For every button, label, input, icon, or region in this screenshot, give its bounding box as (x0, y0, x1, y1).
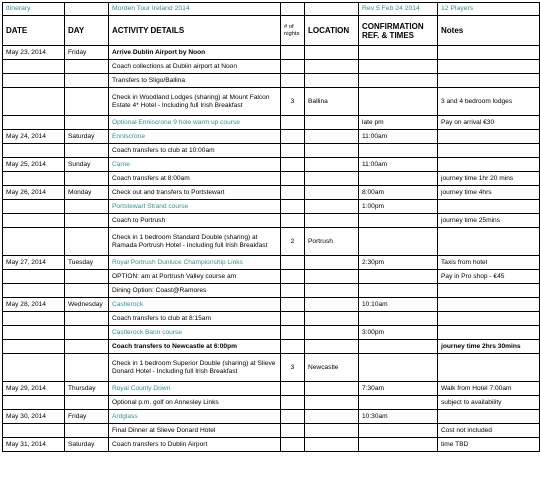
nights-cell (281, 270, 305, 284)
notes-cell: Walk from Hotel 7:00am (438, 382, 540, 396)
nights-cell (281, 438, 305, 452)
nights-cell (281, 284, 305, 298)
location-cell (305, 186, 359, 200)
notes-cell: journey time 4hrs (438, 186, 540, 200)
time-cell: late pm (359, 116, 438, 130)
table-row (3, 298, 540, 312)
notes-cell: time TBD (438, 438, 540, 452)
day-cell (65, 116, 109, 130)
date-cell (3, 354, 65, 382)
table-row (3, 228, 540, 256)
date-cell: May 27, 2014 (3, 256, 65, 270)
day-cell: Wednesday (65, 298, 109, 312)
day-cell: Friday (65, 410, 109, 424)
nights-cell (281, 326, 305, 340)
notes-cell (438, 158, 540, 172)
time-cell (359, 228, 438, 256)
location-cell (305, 438, 359, 452)
title-row (3, 3, 540, 16)
nights-cell (281, 382, 305, 396)
activity-cell: Coach transfers to Dublin Airport (109, 438, 281, 452)
table-row (3, 214, 540, 228)
date-cell: May 29, 2014 (3, 382, 65, 396)
time-cell (359, 60, 438, 74)
date-cell: May 24, 2014 (3, 130, 65, 144)
activity-cell: Royal County Down (109, 382, 281, 396)
nights-cell (281, 340, 305, 354)
header-day: DAY (65, 16, 109, 46)
players-label: 12 Players (438, 3, 540, 16)
day-cell (65, 354, 109, 382)
location-cell (305, 340, 359, 354)
time-cell (359, 438, 438, 452)
time-cell: 3:00pm (359, 326, 438, 340)
activity-cell: Coach transfers to club at 10:00am (109, 144, 281, 158)
notes-cell (438, 298, 540, 312)
header-row (3, 16, 540, 46)
notes-cell: journey time 25mins (438, 214, 540, 228)
table-row (3, 438, 540, 452)
time-cell: 11:00am (359, 158, 438, 172)
activity-cell: Ardglass (109, 410, 281, 424)
date-cell: May 31, 2014 (3, 438, 65, 452)
location-cell (305, 214, 359, 228)
time-cell (359, 172, 438, 186)
location-cell (305, 284, 359, 298)
header-location: LOCATION (305, 16, 359, 46)
location-cell (305, 74, 359, 88)
date-cell (3, 424, 65, 438)
day-cell (65, 74, 109, 88)
date-cell (3, 340, 65, 354)
date-cell (3, 88, 65, 116)
location-cell: Portrush (305, 228, 359, 256)
notes-cell (438, 130, 540, 144)
day-cell (65, 270, 109, 284)
date-cell (3, 326, 65, 340)
activity-cell: Castlerock Bann course (109, 326, 281, 340)
table-row (3, 354, 540, 382)
table-row (3, 382, 540, 396)
date-cell (3, 228, 65, 256)
activity-cell: Royal Portrush Dunluce Championship Links (109, 256, 281, 270)
header-confirmation: CONFIRMATION REF. & TIMES (359, 16, 438, 46)
day-cell (65, 326, 109, 340)
time-cell: 1:00pm (359, 200, 438, 214)
table-row (3, 130, 540, 144)
time-cell (359, 88, 438, 116)
notes-cell: subject to availability (438, 396, 540, 410)
date-cell (3, 60, 65, 74)
time-cell: 10:10am (359, 298, 438, 312)
time-cell (359, 396, 438, 410)
time-cell (359, 354, 438, 382)
location-cell: Newcastle (305, 354, 359, 382)
location-cell (305, 158, 359, 172)
day-cell (65, 396, 109, 410)
table-row (3, 74, 540, 88)
notes-cell (438, 46, 540, 60)
location-cell (305, 424, 359, 438)
nights-cell: 3 (281, 88, 305, 116)
date-cell (3, 284, 65, 298)
day-cell: Saturday (65, 130, 109, 144)
day-cell (65, 340, 109, 354)
nights-cell (281, 186, 305, 200)
location-cell (305, 298, 359, 312)
activity-cell: Coach transfers to Newcastle at 6:00pm (109, 340, 281, 354)
location-cell: Ballina (305, 88, 359, 116)
nights-cell (281, 410, 305, 424)
activity-cell: Arrive Dublin Airport by Noon (109, 46, 281, 60)
nights-cell (281, 298, 305, 312)
itinerary-table (2, 2, 540, 452)
activity-cell: Check out and transfers to Portstewart (109, 186, 281, 200)
date-cell: May 28, 2014 (3, 298, 65, 312)
table-row (3, 284, 540, 298)
table-row (3, 116, 540, 130)
activity-cell: Enniscrone (109, 130, 281, 144)
date-cell (3, 200, 65, 214)
notes-cell (438, 60, 540, 74)
nights-cell (281, 144, 305, 158)
day-cell: Sunday (65, 158, 109, 172)
table-row (3, 186, 540, 200)
nights-cell (281, 312, 305, 326)
date-cell (3, 144, 65, 158)
day-cell (65, 172, 109, 186)
day-cell (65, 284, 109, 298)
header-notes: Notes (438, 16, 540, 46)
location-cell (305, 46, 359, 60)
date-cell: May 23, 2014 (3, 46, 65, 60)
time-cell (359, 46, 438, 60)
table-row (3, 312, 540, 326)
table-row (3, 340, 540, 354)
activity-cell: Coach transfers at 8:00am (109, 172, 281, 186)
location-cell (305, 116, 359, 130)
date-cell (3, 214, 65, 228)
day-cell (65, 312, 109, 326)
notes-cell (438, 200, 540, 214)
notes-cell (438, 410, 540, 424)
nights-cell: 3 (281, 354, 305, 382)
notes-cell: journey time 2hrs 30mins (438, 340, 540, 354)
day-cell: Saturday (65, 438, 109, 452)
time-cell (359, 144, 438, 158)
nights-cell (281, 200, 305, 214)
notes-cell: Cost not included (438, 424, 540, 438)
time-cell (359, 424, 438, 438)
activity-cell: Dining Option: Coast@Ramores (109, 284, 281, 298)
itinerary-label: Itinerary (3, 3, 65, 16)
activity-cell: Final Dinner at Slieve Donard Hotel (109, 424, 281, 438)
table-row (3, 424, 540, 438)
table-row (3, 200, 540, 214)
time-cell (359, 214, 438, 228)
time-cell: 8:00am (359, 186, 438, 200)
day-cell: Friday (65, 46, 109, 60)
activity-cell: Transfers to Sligo/Ballina (109, 74, 281, 88)
location-cell (305, 396, 359, 410)
notes-cell (438, 312, 540, 326)
nights-cell: 2 (281, 228, 305, 256)
date-cell (3, 172, 65, 186)
activity-cell: Check in Woodland Lodges (sharing) at Mount Falcon Estate 4* Hotel - Including full Irish Breakfast (109, 88, 281, 116)
time-cell (359, 74, 438, 88)
notes-cell (438, 144, 540, 158)
date-cell (3, 312, 65, 326)
day-cell: Monday (65, 186, 109, 200)
time-cell: 11:00am (359, 130, 438, 144)
day-cell: Tuesday (65, 256, 109, 270)
table-row (3, 88, 540, 116)
nights-cell (281, 60, 305, 74)
day-cell (65, 424, 109, 438)
day-cell (65, 228, 109, 256)
time-cell: 10:30am (359, 410, 438, 424)
nights-cell (281, 256, 305, 270)
notes-cell: 3 and 4 bedroom lodges (438, 88, 540, 116)
nights-cell (281, 46, 305, 60)
nights-cell (281, 172, 305, 186)
time-cell: 7:30am (359, 382, 438, 396)
location-cell (305, 382, 359, 396)
notes-cell (438, 284, 540, 298)
date-cell: May 26, 2014 (3, 186, 65, 200)
day-cell (65, 144, 109, 158)
table-row (3, 172, 540, 186)
nights-cell (281, 130, 305, 144)
table-row (3, 46, 540, 60)
activity-cell: Optional Enniscrone 9 hole warm up course (109, 116, 281, 130)
table-row (3, 396, 540, 410)
notes-cell: Pay in Pro shop - €45 (438, 270, 540, 284)
time-cell: 2:30pm (359, 256, 438, 270)
location-cell (305, 270, 359, 284)
location-cell (305, 60, 359, 74)
notes-cell: journey time 1hr 20 mins (438, 172, 540, 186)
activity-cell: Carne (109, 158, 281, 172)
nights-cell (281, 74, 305, 88)
activity-cell: Coach collections at Dublin airport at Noon (109, 60, 281, 74)
table-row (3, 410, 540, 424)
day-cell (65, 214, 109, 228)
location-cell (305, 200, 359, 214)
table-row (3, 144, 540, 158)
tour-title: Morden Tour Ireland 2014 (109, 3, 281, 16)
date-cell: May 25, 2014 (3, 158, 65, 172)
table-row (3, 256, 540, 270)
nights-cell (281, 158, 305, 172)
activity-cell: Optional p.m. golf on Annesley Links (109, 396, 281, 410)
date-cell (3, 270, 65, 284)
table-row (3, 158, 540, 172)
location-cell (305, 144, 359, 158)
location-cell (305, 326, 359, 340)
location-cell (305, 312, 359, 326)
activity-cell: Castlerock (109, 298, 281, 312)
notes-cell (438, 354, 540, 382)
activity-cell: OPTION: am at Portrush Valley course am (109, 270, 281, 284)
location-cell (305, 410, 359, 424)
revision-label: Rev 5 Feb 24 2014 (359, 3, 438, 16)
activity-cell: Check in 1 bedroom Standard Double (sharing) at Ramada Portrush Hotel - Including full Irish Breakfast (109, 228, 281, 256)
table-row (3, 60, 540, 74)
time-cell (359, 284, 438, 298)
date-cell (3, 396, 65, 410)
date-cell (3, 116, 65, 130)
notes-cell: Pay on arrival €30 (438, 116, 540, 130)
header-nights: # of nights (281, 16, 305, 46)
time-cell (359, 312, 438, 326)
table-row (3, 326, 540, 340)
location-cell (305, 130, 359, 144)
activity-cell: Check in 1 bedroom Superior Double (sharing) at Slieve Donard Hotel - Including full Irish Breakfast (109, 354, 281, 382)
header-date: DATE (3, 16, 65, 46)
date-cell (3, 74, 65, 88)
nights-cell (281, 396, 305, 410)
header-activity: ACTIVITY DETAILS (109, 16, 281, 46)
nights-cell (281, 424, 305, 438)
day-cell (65, 200, 109, 214)
notes-cell (438, 74, 540, 88)
time-cell (359, 340, 438, 354)
activity-cell: Portstewart Strand course (109, 200, 281, 214)
time-cell (359, 270, 438, 284)
date-cell: May 30, 2014 (3, 410, 65, 424)
day-cell (65, 60, 109, 74)
notes-cell: Taxis from hotel (438, 256, 540, 270)
nights-cell (281, 116, 305, 130)
table-row (3, 270, 540, 284)
day-cell (65, 88, 109, 116)
location-cell (305, 256, 359, 270)
location-cell (305, 172, 359, 186)
notes-cell (438, 228, 540, 256)
notes-cell (438, 326, 540, 340)
nights-cell (281, 214, 305, 228)
activity-cell: Coach transfers to club at 8:15am (109, 312, 281, 326)
day-cell: Thursday (65, 382, 109, 396)
activity-cell: Coach to Portrush (109, 214, 281, 228)
